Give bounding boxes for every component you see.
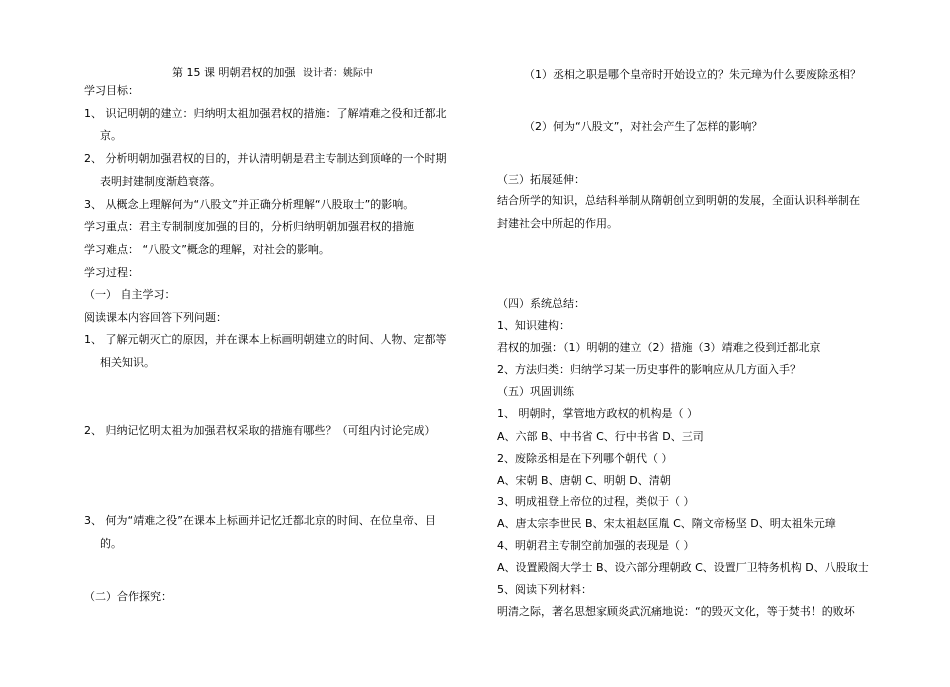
method-summary: 2、方法归类：归纳学习某一历史事件的影响应从几方面入手？: [497, 363, 801, 376]
practice-q2-options: A、宋朝 B、唐朝 C、明朝 D、清朝: [497, 474, 671, 487]
explore-question-2: （2）何为“八股文”，对社会产生了怎样的影响？: [524, 120, 763, 133]
practice-q2: 2、废除丞相是在下列哪个朝代（ ）: [497, 452, 673, 465]
section-extension: （三）拓展延伸：: [497, 173, 585, 186]
section-summary: （四）系统总结：: [497, 297, 585, 310]
key-points: 学习重点：君主专制制度加强的目的，分析归纳明朝加强君权的措施: [84, 220, 414, 233]
objective-2-cont: 表明封建制度渐趋衰落。: [100, 175, 221, 188]
question-2: 2、 归纳记忆明太祖为加强君权采取的措施有哪些？（可组内讨论完成）: [84, 424, 436, 437]
section-self-study: （一） 自主学习：: [84, 288, 176, 301]
practice-q4: 4、明朝君主专制空前加强的表现是（ ）: [497, 539, 695, 552]
objective-1-cont: 京。: [100, 129, 122, 142]
practice-q1-options: A、六部 B、中书省 C、行中书省 D、三司: [497, 430, 704, 443]
section-cooperative: （二）合作探究：: [84, 590, 172, 603]
lesson-title: [172, 66, 373, 81]
difficult-points: 学习难点： “八股文”概念的理解，对社会的影响。: [84, 243, 330, 256]
extension-text-2: 封建社会中所起的作用。: [497, 217, 618, 230]
question-1: 1、 了解元朝灭亡的原因，并在课本上标画明朝建立的时间、人物、定都等: [84, 333, 447, 346]
process-heading: 学习过程：: [84, 266, 139, 279]
explore-question-1: （1）丞相之职是哪个皇帝时开始设立的？朱元璋为什么要废除丞相？: [524, 68, 861, 81]
reading-instruction: 阅读课本内容回答下列问题：: [84, 311, 227, 324]
question-1-cont: 相关知识。: [100, 356, 155, 369]
objective-3: 3、 从概念上理解何为“八股文”并正确分析理解“八股取士”的影响。: [84, 198, 415, 211]
title-text: 第 15 课 明朝君权的加强: [172, 66, 296, 79]
question-3: 3、 何为“靖难之役”在课本上标画并记忆迁都北京的时间、在位皇帝、目: [84, 514, 436, 527]
practice-q1: 1、 明朝时，掌管地方政权的机构是（ ）: [497, 407, 698, 420]
extension-text-1: 结合所学的知识，总结科举制从隋朝创立到明朝的发展，全面认识科举制在: [497, 194, 860, 207]
knowledge-construction: 1、知识建构：: [497, 319, 570, 332]
practice-q5: 5、阅读下列材料：: [497, 583, 592, 596]
practice-q3-options: A、唐太宗李世民 B、宋太祖赵匡胤 C、隋文帝杨坚 D、明太祖朱元璋: [497, 517, 836, 530]
practice-q3: 3、明成祖登上帝位的过程，类似于（ ）: [497, 495, 695, 508]
question-3-cont: 的。: [100, 537, 122, 550]
designer-text: 设计者：姚际中: [303, 68, 373, 79]
knowledge-detail: 君权的加强：（1）明朝的建立（2）措施（3）靖难之役到迁都北京: [497, 341, 821, 354]
section-practice: （五）巩固训练: [497, 385, 574, 398]
reading-material: 明清之际，著名思想家顾炎武沉痛地说：“的毁灭文化，等于焚书！的败坏: [497, 605, 855, 618]
objective-1: 1、 识记明朝的建立：归纳明太祖加强君权的措施：了解靖难之役和迁都北: [84, 107, 447, 120]
practice-q4-options: A、设置殿阁大学士 B、设六部分理朝政 C、设置厂卫特务机构 D、八股取士: [497, 561, 869, 574]
objective-2: 2、 分析明朝加强君权的目的，并认清明朝是君主专制达到顶峰的一个时期: [84, 152, 447, 165]
objectives-heading: 学习目标：: [84, 84, 139, 97]
